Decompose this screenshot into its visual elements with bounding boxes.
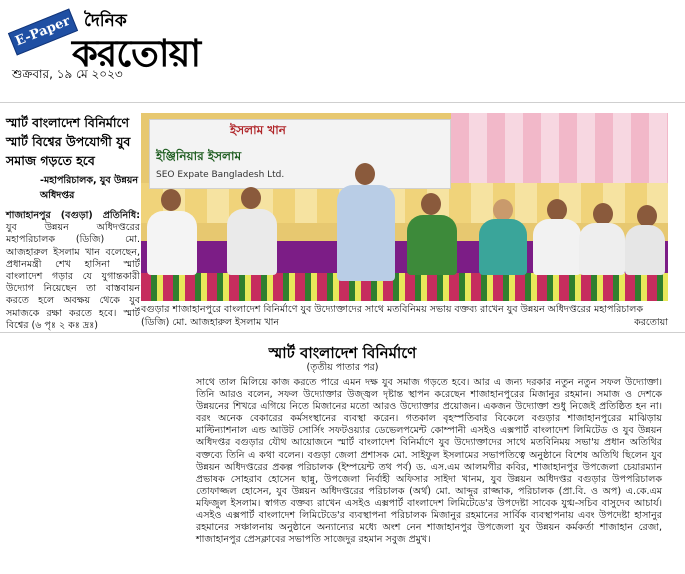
person	[533, 219, 581, 275]
continuation-body: সাথে তাল মিলিয়ে কাজ করতে পারে এমন দক্ষ যুব সমাজ গড়তে হবে। আর এ জন্য দরকার নতুন নতুন সফল উদ্যোক্তা। তিনি আরও বলেন, সফল উদ্যোক্তার উজ্জ্বল দৃষ্টান্ত স্থাপন করেছেন শাজাহানপুরের মিজানুর রহমান। সমাজ ও দেশকে উন্নয়নের শিখরে এগিয়ে নিতে মিজানের মতো আরও উদ্যোক্তার প্রয়োজন। একজন উদ্যোক্তা শুধু নিজেই প্রতিষ্ঠিত হন না। বরং অনেক বেকারের কর্মসংস্থানের ব্যবস্থা করেন। গতকাল বৃহস্পতিবার বিকেলে বগুড়ার শাজাহানপুরের মাঝিড়ায় মাল্টিন্যাশনাল এন্ড আউট সোর্সিং সফটওয়্যার ডেভেলপমেন্ট কোম্পানী এসইও এক্সপার্ট বাংলাদেশ লিমিটেড ও যুব উন্নয়ন অধিদপ্তর বগুড়ার যৌথ আয়োজনে স্মার্ট বাংলাদেশ বিনির্মাণে যুব উদ্যোক্তাদের সাথে মতবিনিময় সভা'য় প্রধান অতিথির বক্তব্যে তিনি এ কথা বলেন। বগুড়া জেলা প্রশাসক মো. সাইফুল ইসলামের সভাপতিত্বে অনুষ্ঠানে বিশেষ অতিথি ছিলেন যুব উন্নয়ন অধিদপ্তরের প্রকল্প পরিচালক (ইম্পয়েন্ট তথ পর্ব) ড. এস.এম আলমগীর কবির, শাজাহানপুর উপজেলা চেয়ারম্যান প্রভাষক সোহরাব হোসেন ছান্নু, উপজেলা নির্বাহী অফিসার সাইদা খানম, যুব উন্নয়ন অধিদপ্তর বগুড়ার উপপরিচালক তোফাজ্জল হোসেন, যুব উন্নয়ন অধিদপ্তরের পরিচালক (অর্থ) মো. আব্দুর রাজ্জাক, পরিচালক (প্রা.বি. ও অপ) এ.কে.এম মফিজুল ইসলাম। স্বাগত বক্তব্য রাখেন এসইও এক্সপার্ট বাংলাদেশ লিমিটেডে'র উপদেষ্টা সাবেক যুগ্ম-সচিব বাসুদেব আচার্য। এসইও এক্সপার্ট বাংলাদেশ লিমিটেডে'র ব্যবস্থাপনা পরিচালক মিজানুর রহমানের সার্বিক ব্যবস্থাপনায় এবং উপদেষ্টা হাসানুর রহমানের সঞ্চালনায় অনুষ্ঠানে অন্যান্যের মধ্যে অংশ নেন শাজাহানপুর উপজেলা যুব উন্নয়ন কর্মকর্তা শাজাহান রেজা, শাজাহানপুর প্রেসক্লাবের সভাপতি সাজেদুর রহমান সবুজ প্রমুখ।	[196, 377, 662, 546]
newspaper-logo: করতোয়া	[72, 31, 201, 75]
person-head	[421, 193, 441, 215]
caption-credit: করতোয়া	[634, 317, 668, 328]
article-lead	[6, 210, 140, 332]
article-jump: (৬ পৃঃ ২ কঃ দ্রঃ)	[31, 319, 98, 331]
person-head	[637, 205, 657, 227]
article-headline: স্মার্ট বাংলাদেশ বিনির্মাণে স্মার্ট বিশ্বের উপযোগী যুব সমাজ গড়তে হবে	[6, 115, 131, 168]
edition-date: শুক্রবার, ১৯ মে ২০২৩	[12, 67, 123, 81]
person	[579, 223, 625, 275]
continuation-title: স্মার্ট বাংলাদেশ বিনির্মাণে	[268, 344, 417, 362]
photo-banner	[149, 119, 451, 189]
article-photo[interactable]	[141, 113, 668, 301]
masthead	[0, 0, 685, 92]
person	[479, 219, 527, 275]
photo-flowers	[141, 273, 668, 301]
banner-org: SEO Expate Bangladesh Ltd.	[156, 170, 285, 180]
article-source: -মহাপরিচালক, যুব উন্নয়ন অধিদপ্তর	[40, 175, 139, 201]
person-head	[355, 163, 375, 185]
article-text-column	[0, 113, 140, 331]
article-lead-text: যুব উন্নয়ন অধিদপ্তরের মহাপরিচালক (ডিজি) মো. আজহারুল ইসলাম খান বলেছেন, প্রধানমন্ত্রী শেখ হাসিনা স্মার্ট বাংলাদেশ গড়ার যে যুগান্তকারী উদ্যোগ নিয়েছেন তা বাস্তবায়ন করতে হলে অবক্ষয় থেকে যুব সমাজকে রক্ষা করতে হবে। স্মার্ট বিশ্বের	[6, 222, 140, 331]
person-head	[593, 203, 613, 225]
continuation-note: (তৃতীয় পাতার পর)	[306, 362, 379, 373]
logo-daily: দৈনিক	[84, 11, 127, 31]
epaper-badge[interactable]: E-Paper	[8, 9, 78, 56]
photo-backdrop-yellow	[141, 183, 668, 223]
person-head	[161, 189, 181, 211]
banner-subtitle: ইঞ্জিনিয়ার ইসলাম	[156, 149, 242, 163]
person-head	[241, 187, 261, 209]
person-head	[547, 199, 567, 221]
article-dateline: শাজাহানপুর (বগুড়া) প্রতিনিধি:	[6, 210, 140, 221]
person	[407, 215, 457, 275]
person	[625, 225, 665, 275]
lead-article	[0, 102, 685, 331]
caption-text: বগুড়ার শাজাহানপুরে বাংলাদেশ বিনির্মাণে যুব উদ্যোক্তাদের সাথে মতবিনিময় সভায় বক্তব্য রাখেন যুব উন্নয়ন অধিদপ্তরের মহাপরিচালক (ডিজি) মো. আজহারুল ইসলাম খান	[141, 304, 644, 328]
person	[147, 211, 197, 275]
continuation-article	[0, 332, 685, 574]
person	[227, 209, 277, 275]
photo-caption	[141, 303, 668, 329]
speaker	[337, 185, 395, 281]
banner-title: ইসলাম খান	[230, 123, 286, 137]
person-head	[493, 199, 513, 221]
